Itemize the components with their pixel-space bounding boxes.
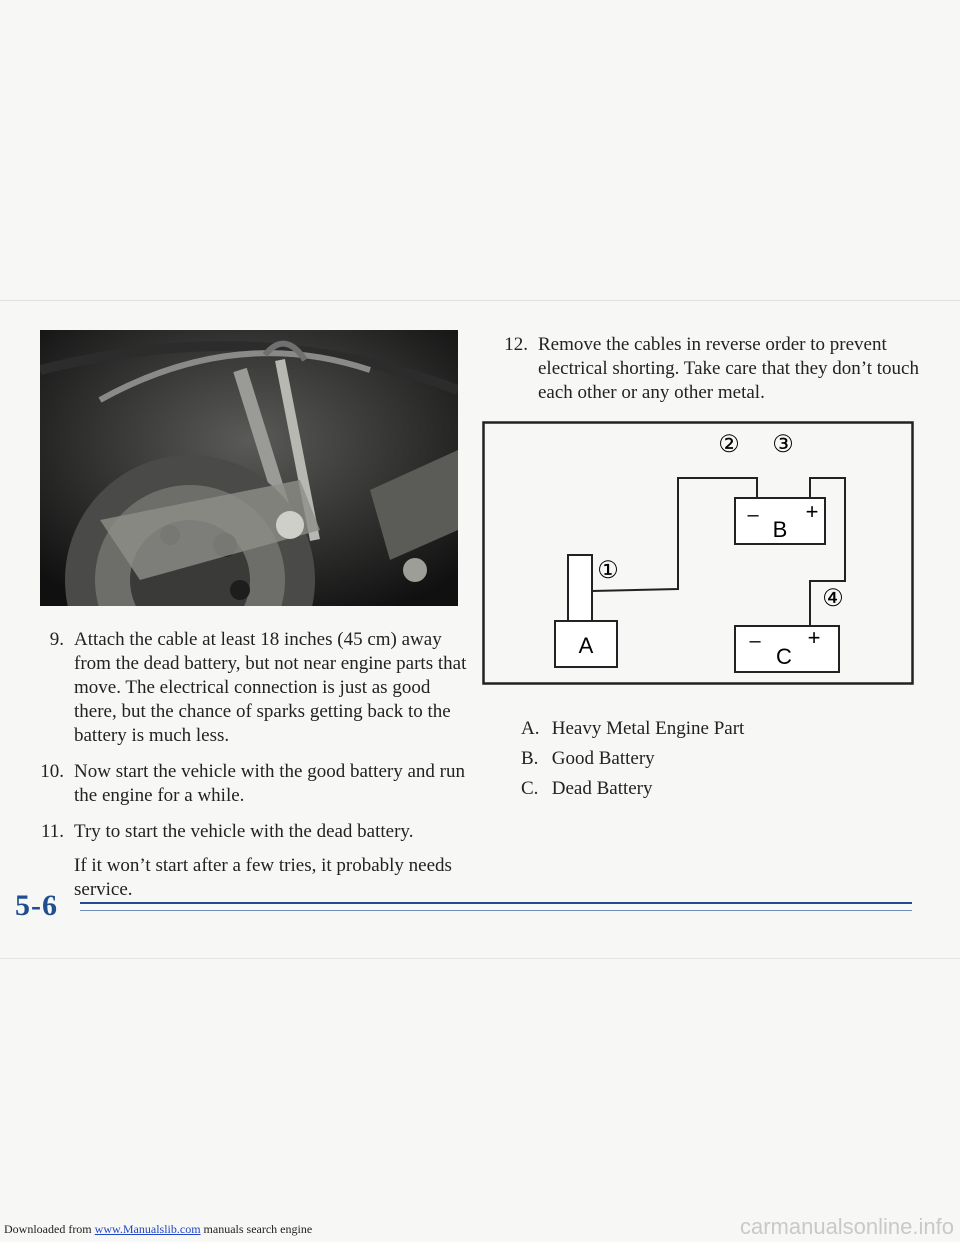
- callout-4: ④: [822, 585, 844, 612]
- legend-item-b: [521, 744, 921, 774]
- diagram-legend: [521, 714, 921, 804]
- footer-rule: [80, 902, 912, 904]
- legend-item-a: [521, 714, 921, 744]
- steps-list-left: [28, 628, 468, 914]
- engine-part-label: A: [578, 633, 594, 658]
- download-banner: [4, 1222, 312, 1237]
- top-divider: [0, 300, 960, 301]
- banner-prefix: Downloaded from: [4, 1222, 92, 1236]
- legend-letter: B.: [521, 748, 539, 769]
- step-number: 10.: [40, 761, 64, 782]
- step-9: [28, 628, 468, 748]
- footer-rule-thin: [80, 910, 912, 911]
- bottom-divider: [0, 958, 960, 959]
- dead-battery-label: C: [776, 644, 792, 669]
- step-text: Now start the vehicle with the good battery and run the engine for a while.: [74, 761, 465, 806]
- jumper-cable-photo: [40, 330, 458, 606]
- step-number: 11.: [40, 821, 64, 842]
- callout-2: ②: [718, 431, 740, 458]
- jump-start-diagram: [482, 421, 914, 685]
- engine-part-bracket: [568, 555, 592, 623]
- legend-text: Good Battery: [551, 748, 655, 769]
- dead-battery-plus: +: [807, 625, 821, 650]
- step-number: 9.: [49, 629, 64, 650]
- banner-suffix: manuals search engine: [203, 1222, 313, 1236]
- step-text: Remove the cables in reverse order to prevent electrical shorting. Take care that they don’t touch each other or any other metal.: [538, 334, 919, 403]
- good-battery-plus: +: [805, 499, 819, 524]
- manualslib-link[interactable]: www.Manualslib.com: [94, 1222, 201, 1236]
- legend-text: Dead Battery: [551, 778, 653, 799]
- diagram-frame: [484, 423, 913, 684]
- watermark: carmanualsonline.info: [739, 1214, 954, 1239]
- step-10: [28, 760, 468, 808]
- callout-1: ①: [597, 557, 619, 584]
- legend-letter: C.: [521, 778, 539, 799]
- dead-battery-minus: –: [749, 630, 761, 652]
- legend-letter: A.: [521, 718, 540, 739]
- step-text: Attach the cable at least 18 inches (45 cm) away from the dead battery, but not near engine parts that move. The electrical connection is just as good there, but the chance of sparks getting back to the battery is much less.: [74, 629, 467, 746]
- callout-3: ③: [772, 431, 794, 458]
- legend-item-c: [521, 774, 921, 804]
- step-text: Try to start the vehicle with the dead battery.: [74, 821, 414, 842]
- good-battery-label: B: [772, 517, 788, 542]
- page-number: 5-6: [15, 889, 58, 922]
- legend-text: Heavy Metal Engine Part: [551, 718, 745, 739]
- cable-1-2: [568, 478, 757, 609]
- step-note: If it won’t start after a few tries, it probably needs service.: [74, 855, 452, 900]
- step-number: 12.: [504, 334, 528, 355]
- step-12: [492, 333, 932, 417]
- good-battery-minus: –: [747, 504, 759, 526]
- step-11: [28, 820, 468, 902]
